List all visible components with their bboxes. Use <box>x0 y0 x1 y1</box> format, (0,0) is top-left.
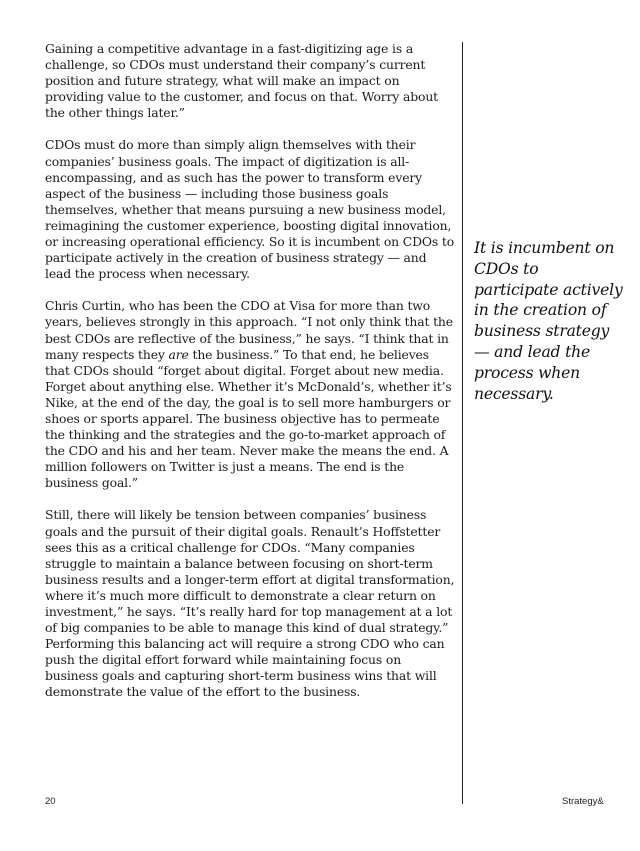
emphasized-word: are <box>168 346 189 362</box>
publisher-name: Strategy& <box>562 796 604 807</box>
paragraph: Still, there will likely be tension between companies’ business goals and the pursuit of their digital goals. Renault’s Hoffstetter sees this as a critical challenge for CDOs. “Many companies struggle to maintain a balance between focusing on short-term business results and a longer-term effort at digital transformation, where it’s much more difficult to demonstrate a clear return on investment,” he says. “It’s really hard for top management at a lot of big companies to be able to manage this kind of dual strategy.” Performing this balancing act will require a strong CDO who can push the digital effort forward while maintaining focus on business goals and capturing short-term business wins that will demonstrate the value of the effort to the business. <box>45 507 455 700</box>
paragraph-text: the business.” To that end, he believes that CDOs should “forget about digital. Forget about new media. Forget about anything else. Whether it’s McDonald’s, whether it’s Nike, at the end of the day, the goal is to sell more hamburgers or shoes or sports apparel. The business objective has to permeate the thinking and the strategies and the go-to-market approach of the CDO and his and her team. Never make the means the end. A million followers on Twitter is just a means. The end is the business goal.” <box>45 346 452 491</box>
article-body <box>45 41 455 717</box>
paragraph <box>45 298 455 491</box>
paragraph-text: Chris Curtin, who has been the CDO at Visa for more than two years, believes strongly in this approach. “I not only think that the best CDOs are reflective of the business,” he says. “I think that in many respects they <box>45 298 453 362</box>
paragraph: Gaining a competitive advantage in a fast-digitizing age is a challenge, so CDOs must understand their company’s current position and future strategy, what will make an impact on providing value to the customer, and focus on that. Worry about the other things later.” <box>45 41 438 121</box>
pull-quote: It is incumbent on CDOs to participate actively in the creation of business strategy — and lead the process when necessary. <box>474 239 623 403</box>
page-number: 20 <box>45 796 56 807</box>
paragraph: CDOs must do more than simply align themselves with their companies’ business goals. The impact of digitization is all-encompassing, and as such has the power to transform every aspect of the business — including those business goals themselves, whether that means pursuing a new business model, reimagining the customer experience, boosting digital innovation, or increasing operational efficiency. So it is incumbent on CDOs to participate actively in the creation of business strategy — and lead the process when necessary. <box>45 137 455 282</box>
column-divider <box>462 42 463 804</box>
